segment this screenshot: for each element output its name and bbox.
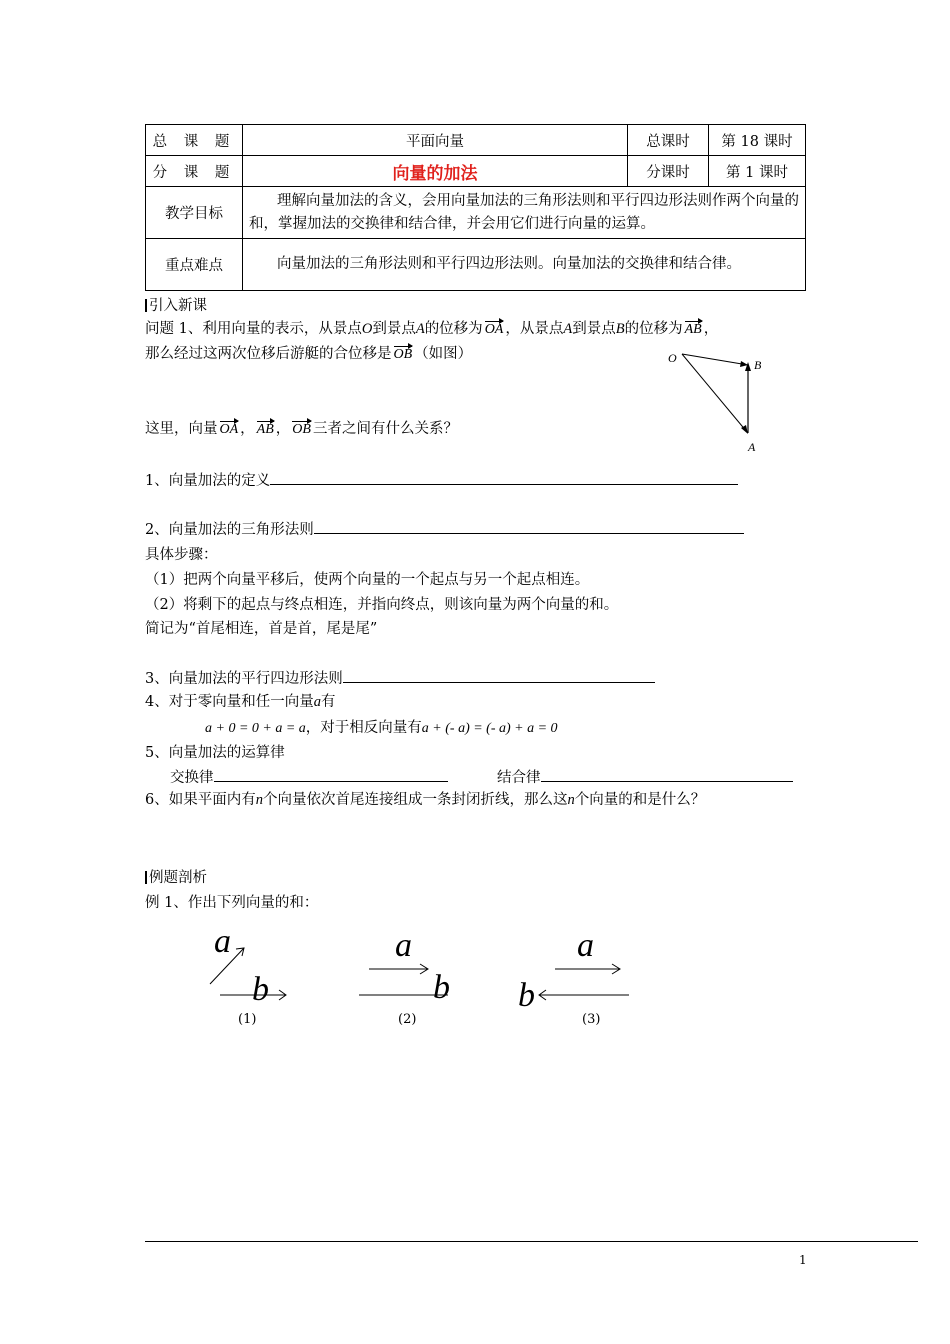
vector-label-a: a	[214, 923, 231, 960]
relation-question: 这里，向量 OA ， AB ， OB 三者之间有什么关系？	[145, 421, 458, 437]
total-topic-value: 平面向量	[243, 125, 628, 156]
step-2: （2）将剩下的起点与终点相连，并指向终点，则该向量为两个向量的和。	[145, 597, 619, 613]
total-hours-value: 第 18 课时	[709, 125, 806, 156]
item-4-equations: a + 0 = 0 + a = a，对于相反向量有a + (- a) = (- a) + a = 0	[205, 720, 558, 736]
objectives-text: 理解向量加法的含义，会用向量加法的三角形法则和平行四边形法则作两个向量的和，掌握加法的交换律和结合律，并会用它们进行向量的运算。	[249, 192, 799, 232]
key-points-text: 向量加法的三角形法则和平行四边形法则。向量加法的交换律和结合律。	[277, 256, 741, 272]
associative-law: 结合律	[497, 766, 793, 787]
vector-label-a: a	[395, 927, 412, 964]
question-1-line-1: 问题 1、利用向量的表示，从景点O到景点A的位移为 OA ，从景点A到景点B的位移为 AB ，	[145, 321, 719, 337]
example-figure-1	[200, 922, 300, 1012]
key-points-label: 重点难点	[146, 239, 243, 291]
item-3-parallelogram-rule: 3、向量加法的平行四边形法则	[145, 667, 655, 688]
vector-label-a: a	[577, 927, 594, 964]
step-1: （1）把两个向量平移后，使两个向量的一个起点与另一个起点相连。	[145, 572, 590, 588]
vector-OB: OB	[394, 344, 413, 363]
answer-blank-3[interactable]	[343, 670, 655, 683]
caption-2: (2)	[398, 1012, 417, 1027]
section-examples-heading: 例题剖析	[145, 866, 207, 887]
displacement-triangle-figure	[660, 345, 770, 457]
sub-topic-label: 分 课 题	[146, 156, 243, 187]
commutative-law: 交换律	[170, 766, 448, 787]
footer-rule	[145, 1241, 918, 1242]
objectives-label: 教学目标	[146, 187, 243, 239]
answer-blank-1[interactable]	[270, 472, 738, 485]
vector-OA: OA	[485, 319, 504, 338]
example-figure-2	[355, 922, 465, 1012]
lesson-header-table	[145, 124, 806, 291]
item-6-closed-polyline: 6、如果平面内有n个向量依次首尾连接组成一条封闭折线，那么这n个向量的和是什么？	[145, 792, 706, 808]
memo-line: 简记为“首尾相连，首是首，尾是尾”	[145, 621, 378, 637]
example-1-prompt: 例 1、作出下列向量的和：	[145, 895, 319, 911]
figure-label-B: B	[754, 358, 762, 372]
item-5-laws: 5、向量加法的运算律	[145, 745, 285, 761]
figure-label-A: A	[748, 440, 756, 454]
sub-hours-label: 分课时	[628, 156, 709, 187]
vector-label-b: b	[433, 969, 450, 1006]
sub-hours-value: 第 1 课时	[709, 156, 806, 187]
total-topic-label: 总 课 题	[146, 125, 243, 156]
section-intro-heading: 引入新课	[145, 294, 207, 315]
page-number: 1	[799, 1253, 807, 1267]
vector-label-b: b	[252, 971, 269, 1008]
item-4-zero-vector: 4、对于零向量和任一向量a有	[145, 694, 336, 710]
vector-AB: AB	[685, 319, 702, 338]
item-2-triangle-rule: 2、向量加法的三角形法则	[145, 518, 744, 539]
answer-blank-commutative[interactable]	[214, 769, 448, 782]
total-hours-label: 总课时	[628, 125, 709, 156]
example-figure-3	[515, 922, 645, 1012]
item-1-definition: 1、向量加法的定义	[145, 469, 738, 490]
answer-blank-associative[interactable]	[541, 769, 793, 782]
question-1-line-2: 那么经过这两次位移后游艇的合位移是 OB （如图）	[145, 346, 473, 362]
steps-title: 具体步骤：	[145, 547, 218, 563]
lesson-title: 向量的加法	[392, 163, 478, 184]
vector-label-b: b	[518, 977, 535, 1012]
answer-blank-2[interactable]	[314, 521, 744, 534]
figure-label-O: O	[668, 351, 677, 365]
caption-1: (1)	[238, 1012, 257, 1027]
caption-3: (3)	[582, 1012, 601, 1027]
